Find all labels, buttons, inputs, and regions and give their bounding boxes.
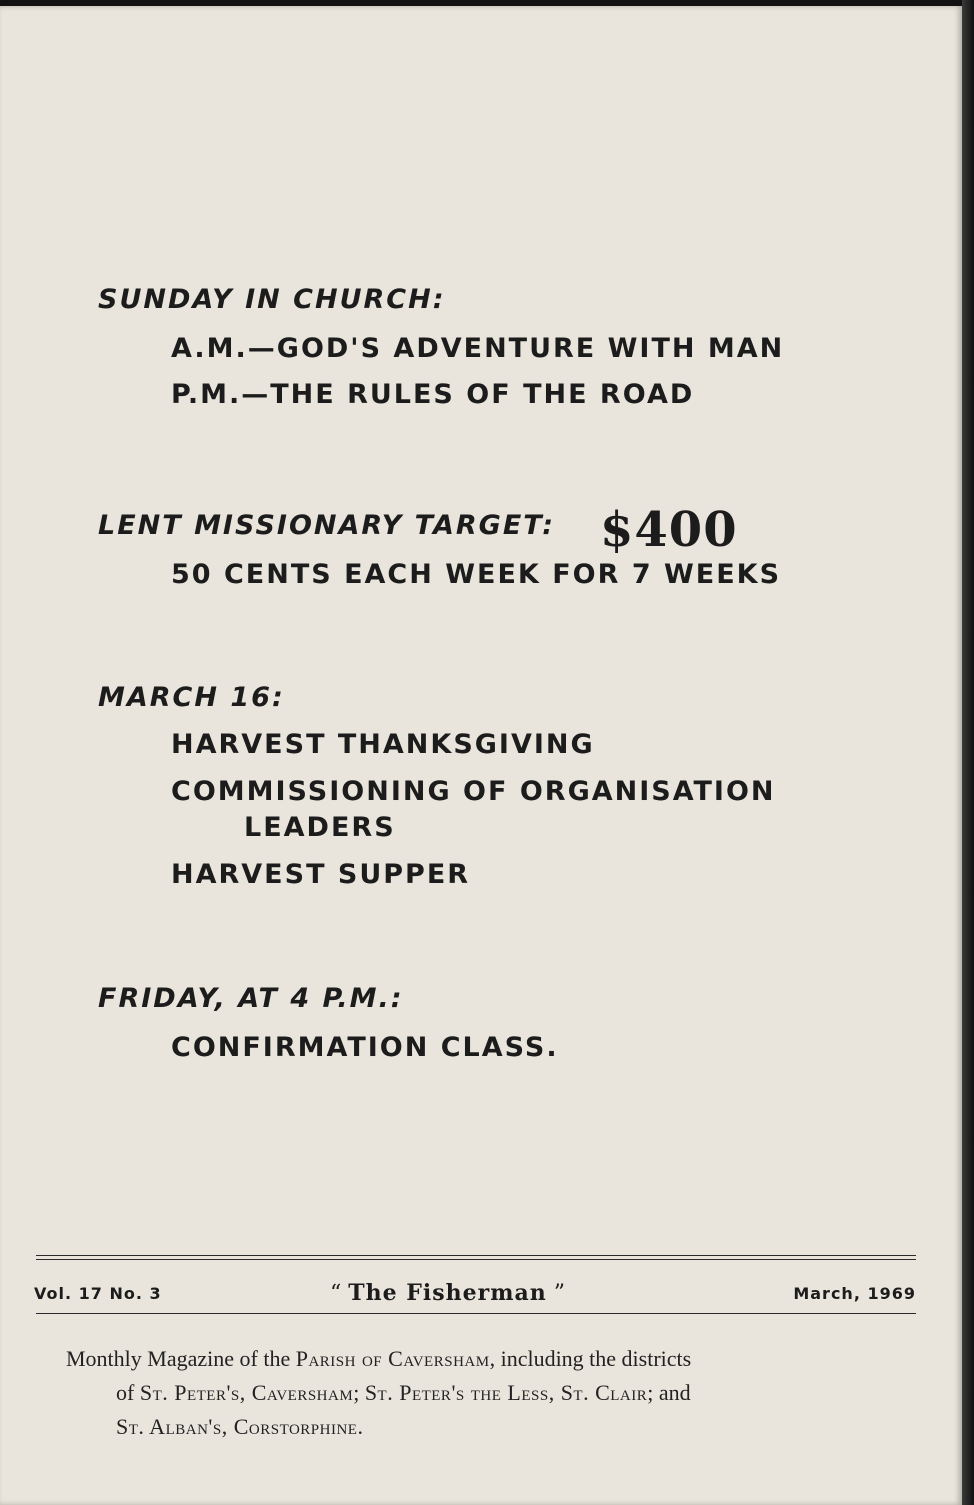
district-name: St. Alban's, Corstorphine xyxy=(116,1414,358,1439)
section-heading-lent: LENT MISSIONARY TARGET: xyxy=(98,510,556,541)
close-quote: ” xyxy=(553,1281,565,1306)
commissioning-item-continued: LEADERS xyxy=(244,812,396,843)
desc-text: of xyxy=(116,1380,140,1405)
description-line-1 xyxy=(66,1342,896,1376)
district-name: St. Peter's, Caversham xyxy=(139,1380,354,1405)
page-right-edge xyxy=(962,0,974,1505)
magazine-title xyxy=(330,1280,565,1306)
confirmation-class-item: CONFIRMATION CLASS. xyxy=(171,1032,559,1063)
harvest-thanksgiving-item: HARVEST THANKSGIVING xyxy=(171,729,595,760)
desc-text: ; xyxy=(353,1380,365,1405)
open-quote: “ xyxy=(330,1281,342,1306)
commissioning-item: COMMISSIONING OF ORGANISATION xyxy=(171,776,776,807)
sunday-pm-item: P.M.—THE RULES OF THE ROAD xyxy=(171,379,695,410)
parish-name: Parish of Caversham xyxy=(295,1346,490,1371)
description-line-3 xyxy=(66,1410,896,1444)
description-line-2 xyxy=(66,1376,896,1410)
magazine-description xyxy=(66,1342,896,1444)
volume-number: Vol. 17 No. 3 xyxy=(34,1284,162,1303)
desc-text: Monthly Magazine of the xyxy=(66,1346,296,1371)
issue-date: March, 1969 xyxy=(793,1284,916,1303)
masthead-row xyxy=(34,1280,918,1310)
footer-rule-bottom xyxy=(36,1313,916,1314)
lent-weekly-item: 50 CENTS EACH WEEK FOR 7 WEEKS xyxy=(171,559,782,590)
harvest-supper-item: HARVEST SUPPER xyxy=(171,859,471,890)
footer-rule-top-2 xyxy=(36,1259,916,1260)
section-heading-march16: MARCH 16: xyxy=(98,682,285,713)
desc-text: . xyxy=(357,1414,363,1439)
magazine-name: The Fisherman xyxy=(348,1280,547,1306)
section-heading-friday: FRIDAY, AT 4 P.M.: xyxy=(98,983,404,1014)
sunday-am-item: A.M.—GOD'S ADVENTURE WITH MAN xyxy=(171,333,785,364)
target-amount: $400 xyxy=(600,502,738,558)
magazine-page xyxy=(0,6,962,1505)
desc-text: ; and xyxy=(647,1380,691,1405)
desc-text: , including the districts xyxy=(489,1346,692,1371)
section-heading-sunday: SUNDAY IN CHURCH: xyxy=(98,284,446,315)
district-name: St. Peter's the Less, St. Clair xyxy=(364,1380,648,1405)
footer-rule-top-1 xyxy=(36,1255,916,1256)
